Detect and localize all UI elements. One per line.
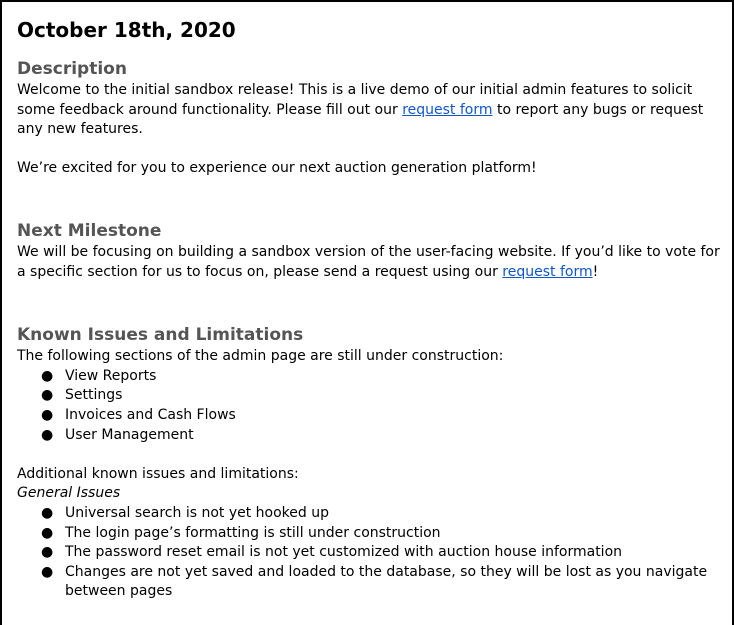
bullet-icon: ● xyxy=(41,563,54,580)
list-item xyxy=(17,386,726,406)
list-item xyxy=(17,406,726,426)
list-item-text: View Reports xyxy=(65,367,157,384)
list-item-text: Invoices and Cash Flows xyxy=(65,406,236,423)
additional-issues-label: Additional known issues and limitations: xyxy=(17,465,299,482)
bullet-icon: ● xyxy=(41,504,54,521)
milestone-text-before-link: We will be focusing on building a sandbox version of the user-facing website. If you’d like to vote for a specific section for us to focus on, please send a request using our xyxy=(17,243,720,280)
excited-paragraph: We’re excited for you to experience our next auction generation platform! xyxy=(17,160,537,177)
known-issues-intro: The following sections of the admin page are still under construction: xyxy=(17,348,504,365)
milestone-text-after-link: ! xyxy=(592,263,599,280)
description-text-after-link: to report any bugs or request any new features. xyxy=(17,101,704,138)
general-issues-label: General Issues xyxy=(17,485,121,502)
description-text-before-link: Welcome to the initial sandbox release! This is a live demo of our initial admin features to solicit some feedback around functionality. Please fill out our xyxy=(17,82,693,118)
bullet-icon: ● xyxy=(41,524,54,541)
list-item-text: Universal search is not yet hooked up xyxy=(65,504,330,521)
list-item-text: Settings xyxy=(65,387,123,404)
next-milestone-heading: Next Milestone xyxy=(17,220,162,241)
list-item xyxy=(17,543,726,563)
list-item xyxy=(17,504,726,524)
description-heading: Description xyxy=(17,59,127,79)
known-issues-heading: Known Issues and Limitations xyxy=(17,325,304,346)
description-paragraph xyxy=(17,81,726,140)
next-milestone-paragraph xyxy=(17,243,726,282)
request-form-link-2[interactable]: request form xyxy=(502,263,593,280)
bullet-icon: ● xyxy=(41,367,54,384)
page-title: October 18th, 2020 xyxy=(17,18,236,42)
bullet-icon: ● xyxy=(41,544,54,561)
list-item xyxy=(17,563,726,602)
list-item xyxy=(17,426,726,446)
list-item-text: The password reset email is not yet customized with auction house information xyxy=(65,544,623,561)
list-item xyxy=(17,367,726,387)
sections-list xyxy=(17,367,726,445)
bullet-icon: ● xyxy=(41,426,54,443)
list-item xyxy=(17,524,726,544)
document-content xyxy=(17,16,726,602)
list-item-text: User Management xyxy=(65,426,194,443)
bullet-icon: ● xyxy=(41,406,54,423)
list-item-text: Changes are not yet saved and loaded to the database, so they will be lost as you navigate between pages xyxy=(65,563,708,600)
list-item-text: The login page’s formatting is still under construction xyxy=(65,524,441,541)
bullet-icon: ● xyxy=(41,387,54,404)
request-form-link[interactable]: request form xyxy=(402,101,493,118)
general-issues-list xyxy=(17,504,726,602)
